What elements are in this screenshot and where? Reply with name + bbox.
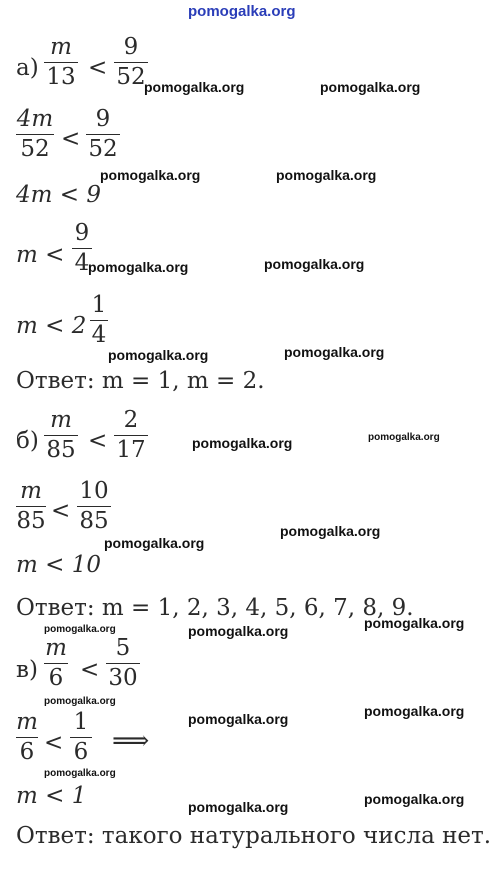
denominator: 17 xyxy=(116,437,146,463)
equation-lhs: m < xyxy=(16,242,65,268)
fraction xyxy=(114,409,148,462)
watermark: pomogalka.org xyxy=(44,624,116,635)
watermark: pomogalka.org xyxy=(44,696,116,707)
fraction xyxy=(77,480,111,533)
numerator: 9 xyxy=(123,34,139,60)
denominator: 52 xyxy=(20,136,50,162)
fraction xyxy=(114,36,148,89)
fraction xyxy=(106,637,140,690)
numerator: 10 xyxy=(79,478,109,504)
numerator: m xyxy=(50,407,72,433)
denominator: 85 xyxy=(46,437,76,463)
fraction xyxy=(86,108,120,161)
watermark: pomogalka.org xyxy=(188,623,289,639)
answer-c: Ответ: такого натурального числа нет. xyxy=(16,823,492,849)
numerator: m xyxy=(50,34,72,60)
part-a-label: а) xyxy=(16,55,39,81)
watermark: pomogalka.org xyxy=(104,535,205,551)
implies-arrow: ⟹ xyxy=(112,726,150,756)
fraction xyxy=(44,409,78,462)
numerator: 9 xyxy=(74,220,90,246)
watermark: pomogalka.org xyxy=(276,167,377,183)
denominator: 85 xyxy=(79,508,109,534)
less-than-sign: < xyxy=(80,657,100,683)
watermark: pomogalka.org xyxy=(280,523,381,539)
answer-a: Ответ: m = 1, m = 2. xyxy=(16,368,265,394)
fraction xyxy=(16,108,54,161)
fraction xyxy=(90,294,108,347)
denominator: 52 xyxy=(116,64,146,90)
denominator: 4 xyxy=(91,322,107,348)
less-than-sign: < xyxy=(51,498,71,524)
fraction xyxy=(44,36,78,89)
watermark: pomogalka.org xyxy=(192,435,293,451)
fraction xyxy=(16,480,46,533)
numerator: m xyxy=(16,709,38,735)
denominator: 13 xyxy=(46,64,76,90)
less-than-sign: < xyxy=(44,730,64,756)
less-than-sign: < xyxy=(61,126,81,152)
watermark: pomogalka.org xyxy=(320,79,421,95)
watermark: pomogalka.org xyxy=(88,259,189,275)
denominator: 6 xyxy=(73,739,89,765)
watermark: pomogalka.org xyxy=(188,711,289,727)
equation-lhs: m < 2 xyxy=(16,313,87,339)
watermark: pomogalka.org xyxy=(364,703,465,719)
watermark-top: pomogalka.org xyxy=(188,3,296,20)
denominator: 52 xyxy=(88,136,118,162)
denominator: 4 xyxy=(74,250,90,276)
watermark: pomogalka.org xyxy=(364,791,465,807)
numerator: m xyxy=(20,478,42,504)
fraction xyxy=(70,711,92,764)
watermark: pomogalka.org xyxy=(284,344,385,360)
fraction xyxy=(16,711,38,764)
numerator: 1 xyxy=(73,709,89,735)
numerator: m xyxy=(45,635,67,661)
denominator: 6 xyxy=(19,739,35,765)
equation-line: m < 1 xyxy=(16,783,87,809)
equation-line: 4m < 9 xyxy=(16,182,101,208)
denominator: 85 xyxy=(16,508,46,534)
part-b-label: б) xyxy=(16,428,39,454)
numerator: 5 xyxy=(115,635,131,661)
answer-b: Ответ: m = 1, 2, 3, 4, 5, 6, 7, 8, 9. xyxy=(16,595,414,621)
numerator: 2 xyxy=(123,407,139,433)
watermark: pomogalka.org xyxy=(108,347,209,363)
watermark: pomogalka.org xyxy=(144,79,245,95)
part-c-label: в) xyxy=(16,657,38,683)
watermark: pomogalka.org xyxy=(264,256,365,272)
fraction xyxy=(44,637,68,690)
denominator: 30 xyxy=(108,665,138,691)
watermark: pomogalka.org xyxy=(368,432,440,443)
equation-line: m < 10 xyxy=(16,552,101,578)
numerator: 4m xyxy=(16,106,54,132)
less-than-sign: < xyxy=(88,428,108,454)
watermark: pomogalka.org xyxy=(44,768,116,779)
less-than-sign: < xyxy=(88,55,108,81)
numerator: 1 xyxy=(91,292,107,318)
watermark: pomogalka.org xyxy=(100,167,201,183)
denominator: 6 xyxy=(48,665,64,691)
watermark: pomogalka.org xyxy=(364,615,465,631)
watermark: pomogalka.org xyxy=(188,799,289,815)
numerator: 9 xyxy=(95,106,111,132)
